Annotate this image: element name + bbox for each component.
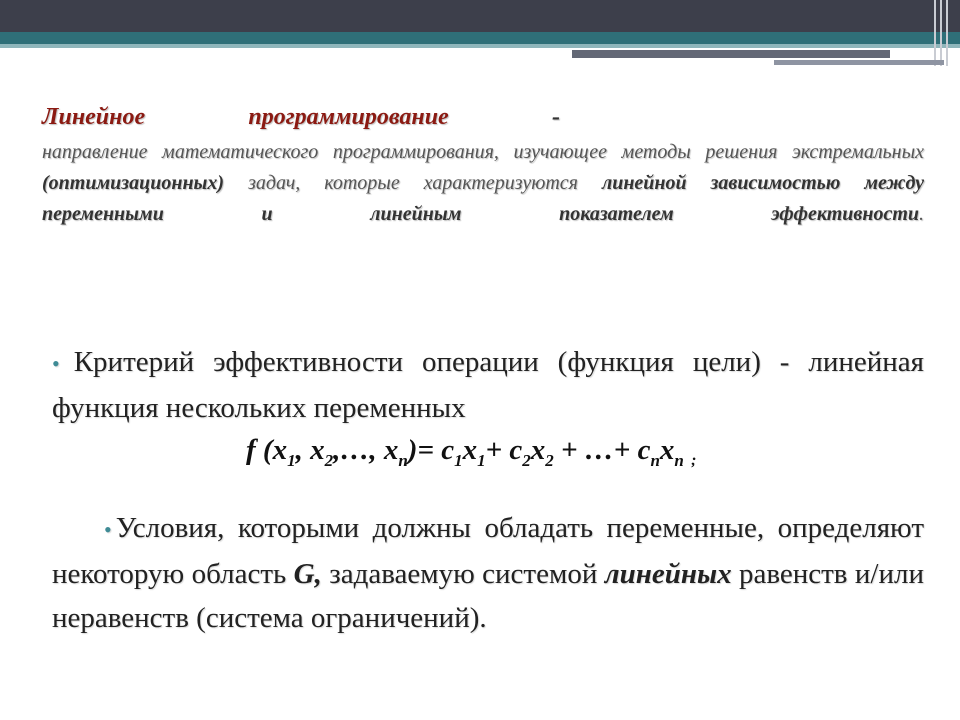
- definition-block: [42, 104, 924, 230]
- region-G: G,: [293, 558, 322, 590]
- decorative-lines: [934, 0, 960, 66]
- bullet-criterion: [52, 340, 924, 430]
- linear-word: линейных: [604, 558, 732, 590]
- decorative-bar-small: [774, 60, 944, 65]
- objective-formula: f ($x_1$, $x_2,\dots$, $x_n)= c_1x_1+ c_2x_2$ + …+ $c_nx_n$ $_;$: [246, 434, 697, 470]
- bullet-constraints: • Условия, которыми должны обладать переменные, определяют некоторую область G, задаваемую системой линейных равенств и/или неравенств (система ограничений).: [52, 512, 924, 634]
- bullet-marker: •: [104, 517, 112, 542]
- definition-title: [42, 104, 560, 131]
- term-word1: Линейное: [42, 104, 146, 130]
- term-word2: программирование: [248, 104, 449, 130]
- header-band: [0, 0, 960, 32]
- definition-text: направление математического программирования, изучающее методы решения экстремальных (оптимизационных) задач, которые характеризуются линейной зависимостью между переменными и линейным показателем эффективности.: [42, 141, 924, 225]
- header-stripe-light: [0, 44, 960, 48]
- bullet-criterion-text: Критерий эффективности операции (функция цели) - линейная функция нескольких переменных: [52, 346, 924, 424]
- term-dash: -: [551, 104, 560, 130]
- decorative-bar: [572, 50, 890, 58]
- header-stripe: [0, 32, 960, 44]
- bullet-marker: •: [52, 351, 60, 376]
